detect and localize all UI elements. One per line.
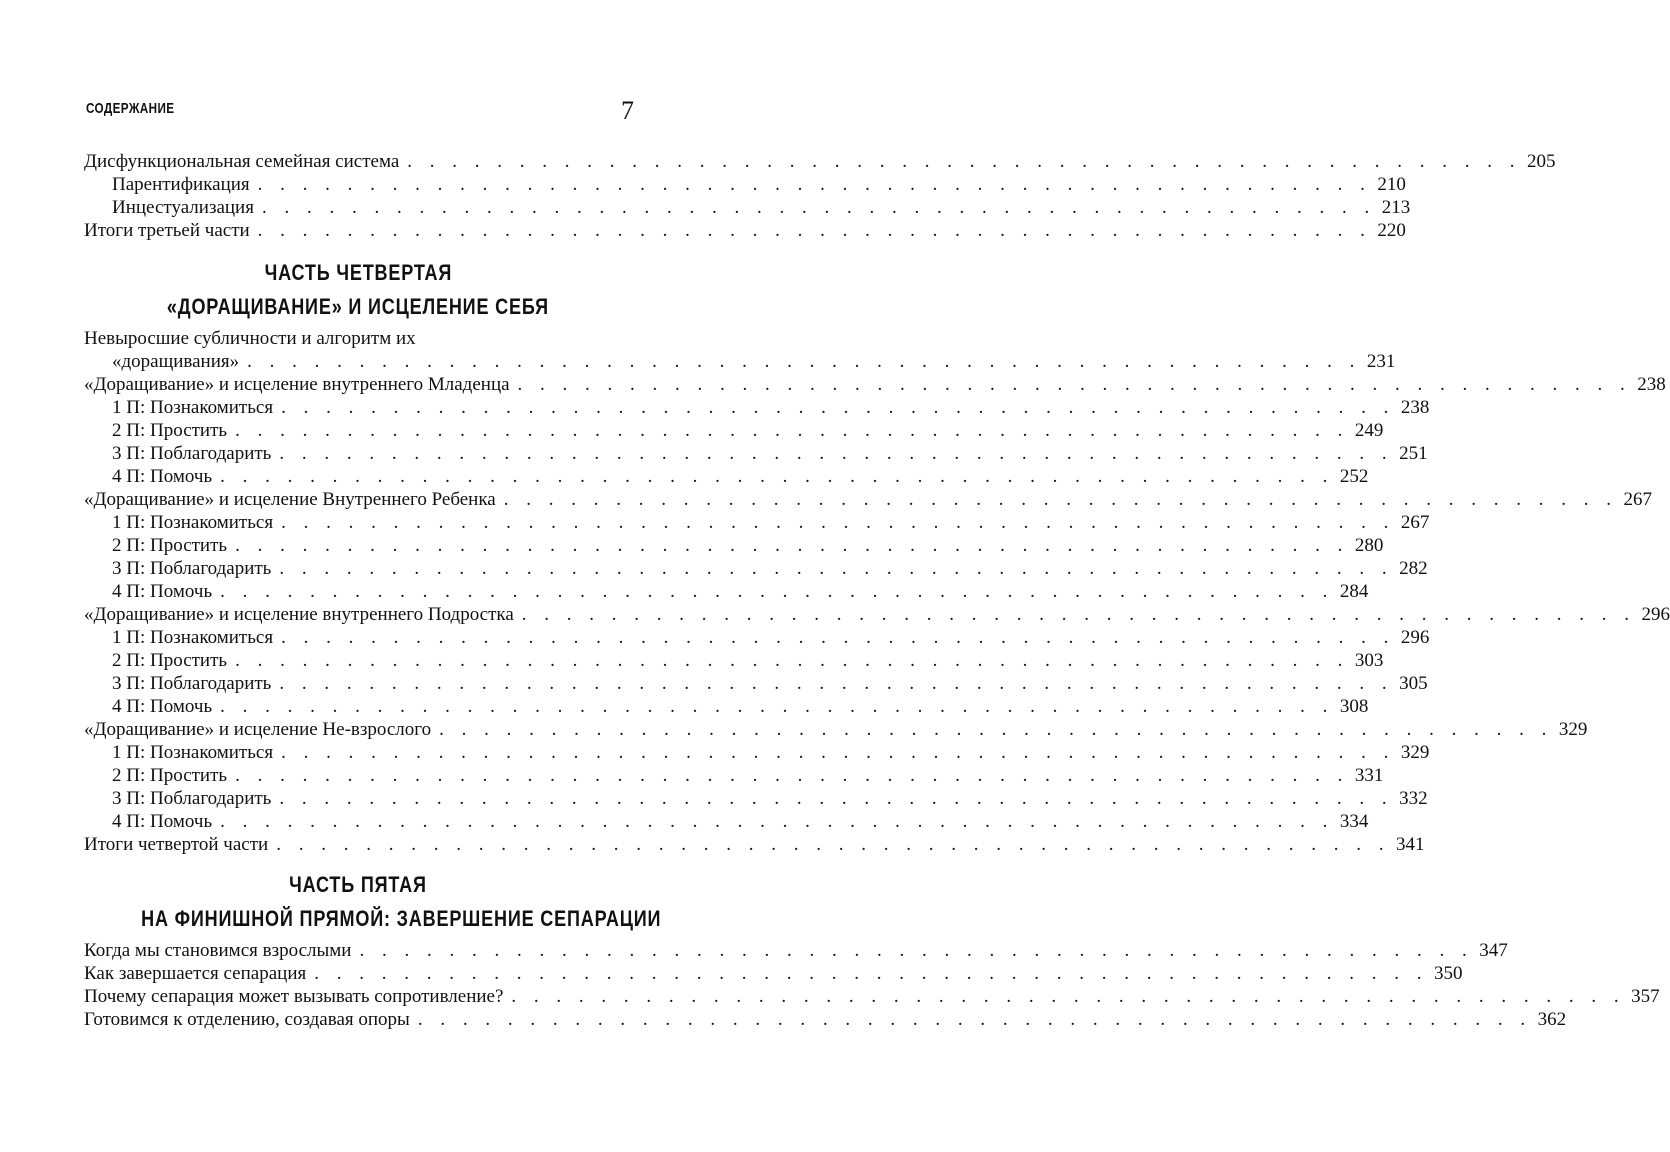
header-title: СОДЕРЖАНИЕ [86,100,175,117]
toc-entry [84,580,1369,603]
toc-entry [84,350,1396,373]
toc-entry-page: 303 [1354,650,1384,671]
toc-entry-title: 1 П: Познакомиться [112,742,274,763]
page-number: 7 [621,96,634,125]
toc-entry [84,373,1666,396]
toc-entry [84,442,1428,465]
dot-leader: . . . . . . . . . . . . . . . . . . . . . . . . . . . . . . . . . . . . . . . . . . . . . . . . . . [281,512,1395,533]
toc-entry-title: Как завершается сепарация [84,963,307,984]
dot-leader: . . . . . . . . . . . . . . . . . . . . . . . . . . . . . . . . . . . . . . . . . . . . . . . . . . [279,443,1394,464]
dot-leader: . . . . . . . . . . . . . . . . . . . . . . . . . . . . . . . . . . . . . . . . . . . . . . . . . . [235,765,1349,786]
toc-entry-title: Итоги четвертой части [84,834,269,855]
dot-leader: . . . . . . . . . . . . . . . . . . . . . . . . . . . . . . . . . . . . . . . . . . . . . . . . . . [511,986,1626,1007]
toc-entry-page: 350 [1433,963,1463,984]
toc-entry [84,787,1428,810]
toc-part4 [84,327,1670,856]
toc-entry-title: 4 П: Помочь [112,466,213,487]
toc-entry [84,741,1430,764]
toc-entry-page: 329 [1558,719,1588,740]
toc-entry-page: 238 [1400,397,1430,418]
toc-entry-page: 341 [1395,834,1425,855]
part5-heading [84,872,632,898]
toc-entry-title: Итоги третьей части [84,220,250,241]
toc-entry-title: 4 П: Помочь [112,581,213,602]
toc-entry-title: 1 П: Познакомиться [112,512,274,533]
toc-entry-page: 252 [1339,466,1369,487]
toc-entry [84,672,1428,695]
dot-leader: . . . . . . . . . . . . . . . . . . . . . . . . . . . . . . . . . . . . . . . . . . . . . . . . . . [359,940,1474,961]
toc-entry-title: 1 П: Познакомиться [112,397,274,418]
toc-entry [84,396,1430,419]
toc-entry-page: 267 [1623,489,1652,510]
toc-entry-page: 357 [1631,986,1660,1007]
toc-entry-page: 334 [1339,811,1369,832]
toc-entry-page: 362 [1537,1009,1567,1030]
toc-entry-page: 280 [1354,535,1384,556]
toc-entry [84,764,1384,787]
part5-heading-label: ЧАСТЬ ПЯТАЯ [289,872,427,897]
toc-entry-title: 2 П: Простить [112,765,228,786]
toc-entry-title: «доращивания» [112,351,240,372]
dot-leader: . . . . . . . . . . . . . . . . . . . . . . . . . . . . . . . . . . . . . . . . . . . . . . . . . . [279,558,1394,579]
toc-entry-page: 231 [1366,351,1396,372]
dot-leader: . . . . . . . . . . . . . . . . . . . . . . . . . . . . . . . . . . . . . . . . . . . . . . . . . . [220,466,1334,487]
toc-part3-tail [84,150,1556,242]
part5-subheading [84,906,662,932]
toc-entry-page: 331 [1354,765,1384,786]
dot-leader: . . . . . . . . . . . . . . . . . . . . . . . . . . . . . . . . . . . . . . . . . . . . . . . . . . [235,535,1349,556]
toc-entry-title: 3 П: Поблагодарить [112,673,272,694]
toc-entry-title: «Доращивание» и исцеление внутреннего Младенца [84,374,510,395]
toc-entry [84,603,1670,626]
toc-entry [84,150,1556,173]
dot-leader: . . . . . . . . . . . . . . . . . . . . . . . . . . . . . . . . . . . . . . . . . . . . . . . . . . [220,696,1334,717]
toc-entry-page: 238 [1637,374,1666,395]
dot-leader: . . . . . . . . . . . . . . . . . . . . . . . . . . . . . . . . . . . . . . . . . . . . . . . . . . [279,673,1394,694]
toc-entry-page: 249 [1354,420,1384,441]
toc-entry-title: 3 П: Поблагодарить [112,788,272,809]
toc-entry [84,649,1384,672]
part5-subheading-label: НА ФИНИШНОЙ ПРЯМОЙ: ЗАВЕРШЕНИЕ СЕПАРАЦИИ [141,906,662,931]
toc-entry-page: 210 [1377,174,1406,195]
toc-part5 [84,939,1660,1031]
dot-leader: . . . . . . . . . . . . . . . . . . . . . . . . . . . . . . . . . . . . . . . . . . . . . . . . . . [439,719,1553,740]
dot-leader: . . . . . . . . . . . . . . . . . . . . . . . . . . . . . . . . . . . . . . . . . . . . . . . . . . [281,742,1395,763]
toc-entry-title: «Доращивание» и исцеление Не-взрослого [84,719,432,740]
dot-leader: . . . . . . . . . . . . . . . . . . . . . . . . . . . . . . . . . . . . . . . . . . . . . . . . . . [503,489,1618,510]
toc-entry-title: 2 П: Простить [112,420,228,441]
toc-entry-page: 213 [1381,197,1411,218]
toc-entry-page: 305 [1399,673,1428,694]
toc-entry-title: Невыросшие субличности и алгоритм их [84,328,416,349]
toc-entry [84,939,1508,962]
toc-entry-title: 4 П: Помочь [112,811,213,832]
part4-heading-label: ЧАСТЬ ЧЕТВЕРТАЯ [264,260,452,285]
toc-entry-title: 2 П: Простить [112,650,228,671]
dot-leader: . . . . . . . . . . . . . . . . . . . . . . . . . . . . . . . . . . . . . . . . . . . . . . . . . . [281,627,1395,648]
toc-entry-title: Инцестуализация [112,197,254,218]
toc-entry [84,488,1652,511]
toc-entry [84,173,1406,196]
dot-leader: . . . . . . . . . . . . . . . . . . . . . . . . . . . . . . . . . . . . . . . . . . . . . . . . . . [247,351,1361,372]
toc-entry-title: «Доращивание» и исцеление Внутреннего Ребенка [84,489,496,510]
toc-entry-page: 332 [1399,788,1428,809]
dot-leader: . . . . . . . . . . . . . . . . . . . . . . . . . . . . . . . . . . . . . . . . . . . . . . . . . . [314,963,1428,984]
dot-leader: . . . . . . . . . . . . . . . . . . . . . . . . . . . . . . . . . . . . . . . . . . . . . . . . . . [261,197,1376,218]
dot-leader: . . . . . . . . . . . . . . . . . . . . . . . . . . . . . . . . . . . . . . . . . . . . . . . . . . [517,374,1632,395]
toc-entry [84,833,1425,856]
toc-entry-title: 2 П: Простить [112,535,228,556]
toc-entry-page: 267 [1400,512,1430,533]
dot-leader: . . . . . . . . . . . . . . . . . . . . . . . . . . . . . . . . . . . . . . . . . . . . . . . . . . [235,650,1349,671]
toc-entry-page: 296 [1400,627,1430,648]
toc-entry [84,985,1660,1008]
dot-leader: . . . . . . . . . . . . . . . . . . . . . . . . . . . . . . . . . . . . . . . . . . . . . . . . . . [220,581,1334,602]
dot-leader: . . . . . . . . . . . . . . . . . . . . . . . . . . . . . . . . . . . . . . . . . . . . . . . . . . [276,834,1390,855]
dot-leader: . . . . . . . . . . . . . . . . . . . . . . . . . . . . . . . . . . . . . . . . . . . . . . . . . . [235,420,1349,441]
toc-entry-title: Почему сепарация может вызывать сопротивление? [84,986,504,1007]
toc-entry-page: 329 [1400,742,1430,763]
toc-entry-page: 347 [1479,940,1508,961]
toc-entry-page: 282 [1399,558,1428,579]
dot-leader: . . . . . . . . . . . . . . . . . . . . . . . . . . . . . . . . . . . . . . . . . . . . . . . . . . [407,151,1522,172]
dot-leader: . . . . . . . . . . . . . . . . . . . . . . . . . . . . . . . . . . . . . . . . . . . . . . . . . . [257,174,1372,195]
part4-subheading-label: «ДОРАЩИВАНИЕ» И ИСЦЕЛЕНИЕ СЕБЯ [166,294,550,319]
toc-entry [84,219,1406,242]
dot-leader: . . . . . . . . . . . . . . . . . . . . . . . . . . . . . . . . . . . . . . . . . . . . . . . . . . [281,397,1395,418]
toc-entry-page: 284 [1339,581,1369,602]
toc-entry-page: 296 [1641,604,1670,625]
dot-leader: . . . . . . . . . . . . . . . . . . . . . . . . . . . . . . . . . . . . . . . . . . . . . . . . . . [257,220,1372,241]
toc-entry [84,1008,1567,1031]
toc-entry [84,962,1463,985]
toc-entry [84,695,1369,718]
dot-leader: . . . . . . . . . . . . . . . . . . . . . . . . . . . . . . . . . . . . . . . . . . . . . . . . . . [417,1009,1532,1030]
toc-entry [84,557,1428,580]
dot-leader: . . . . . . . . . . . . . . . . . . . . . . . . . . . . . . . . . . . . . . . . . . . . . . . . . . [220,811,1334,832]
toc-entry-page: 220 [1377,220,1406,241]
toc-entry-title: 3 П: Поблагодарить [112,558,272,579]
toc-entry-page: 251 [1399,443,1428,464]
dot-leader: . . . . . . . . . . . . . . . . . . . . . . . . . . . . . . . . . . . . . . . . . . . . . . . . . . [521,604,1636,625]
toc-entry [84,511,1430,534]
toc-entry [84,718,1588,741]
toc-entry-title: Дисфункциональная семейная система [84,151,400,172]
toc-entry-title: Когда мы становимся взрослыми [84,940,352,961]
toc-entry [84,196,1411,219]
toc-entry [84,534,1384,557]
toc-entry-page: 205 [1527,151,1556,172]
toc-entry-first-line [84,327,632,350]
toc-entry-title: 1 П: Познакомиться [112,627,274,648]
toc-entry [84,419,1384,442]
toc-entry-title: Готовимся к отделению, создавая опоры [84,1009,410,1030]
toc-entry-page: 308 [1339,696,1369,717]
toc-entry-title: 4 П: Помочь [112,696,213,717]
toc-entry [84,810,1369,833]
part4-heading [84,260,632,286]
part4-subheading [84,294,632,320]
toc-entry [84,465,1369,488]
toc-entry-title: Парентификация [112,174,250,195]
dot-leader: . . . . . . . . . . . . . . . . . . . . . . . . . . . . . . . . . . . . . . . . . . . . . . . . . . [279,788,1394,809]
toc-entry [84,626,1430,649]
toc-entry-title: «Доращивание» и исцеление внутреннего Подростка [84,604,514,625]
toc-entry-title: 3 П: Поблагодарить [112,443,272,464]
